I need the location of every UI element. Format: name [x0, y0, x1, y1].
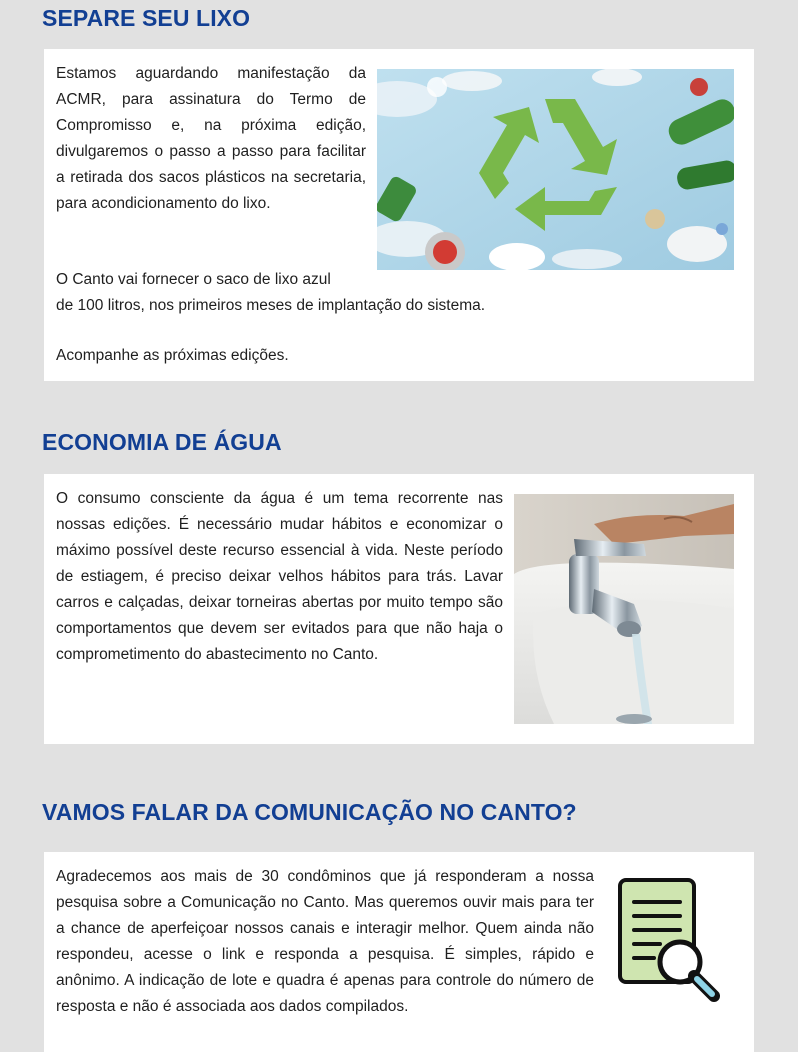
faucet-icon	[514, 494, 734, 724]
card-economia-agua	[44, 474, 754, 744]
document-search-icon	[614, 874, 729, 1004]
separe-lixo-paragraph-3: Acompanhe as próximas edições.	[56, 347, 289, 364]
separe-lixo-paragraph-1: Estamos aguardando manifestação da ACMR, para assinatura do Termo de Compromisso e, na próxima edição, divulgaremos o passo a passo para facilitar a retirada dos sacos plásticos na secretaria, para acondicionamento do lixo.	[56, 65, 366, 212]
card-comunicacao	[44, 852, 754, 1052]
section-title-separe-lixo: SEPARE SEU LIXO	[42, 5, 251, 31]
section-title-comunicacao: VAMOS FALAR DA COMUNICAÇÃO NO CANTO?	[42, 799, 577, 825]
recycling-image	[377, 69, 734, 270]
document-search-image	[614, 874, 729, 1004]
recycling-symbol-icon	[377, 69, 734, 270]
separe-lixo-paragraph-2-line-1: O Canto vai fornecer o saco de lixo azul	[56, 271, 331, 288]
separe-lixo-paragraph-2-line-2: de 100 litros, nos primeiros meses de implantação do sistema.	[56, 297, 486, 314]
comunicacao-paragraph: Agradecemos aos mais de 30 condôminos que já responderam a nossa pesquisa sobre a Comunicação no Canto. Mas queremos ouvir mais para ter a chance de aperfeiçoar nossos canais e interagir melhor. Quem ainda não respondeu, acesse o link e responda a pesquisa. É simples, rápido e anônimo. A indicação de lote e quadra é apenas para controle do número de resposta e não é associada aos dados compilados.	[56, 868, 594, 1015]
faucet-image	[514, 494, 734, 724]
card-separe-lixo	[44, 49, 754, 381]
economia-agua-paragraph: O consumo consciente da água é um tema recorrente nas nossas edições. É necessário mudar hábitos e economizar o máximo possível deste recurso essencial à vida. Neste período de estiagem, é preciso deixar velhos hábitos para trás. Lavar carros e calçadas, deixar torneiras abertas por muito tempo são comportamentos que devem ser evitados para que não haja o comprometimento do abastecimento no Canto.	[56, 490, 503, 663]
section-title-economia-agua: ECONOMIA DE ÁGUA	[42, 429, 282, 455]
